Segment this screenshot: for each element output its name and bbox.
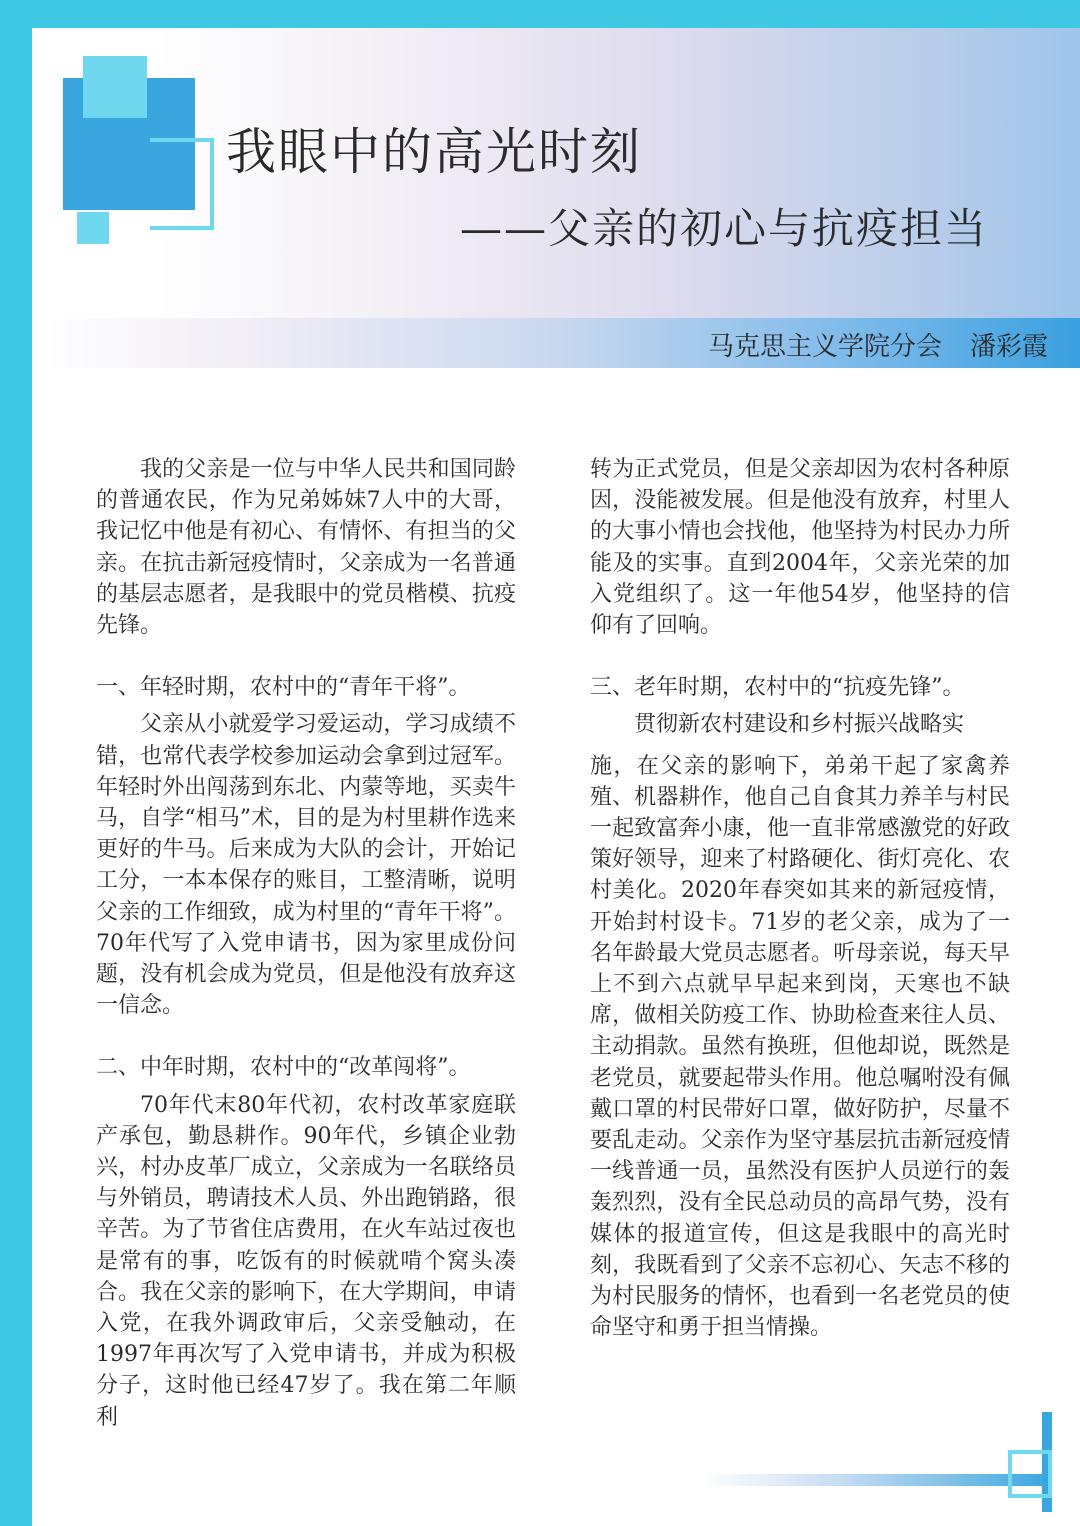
author-line	[708, 326, 1048, 363]
decorative-square-outline	[150, 138, 214, 230]
continued-paragraph: 转为正式党员，但是父亲却因为农村各种原因，没能被发展。但是他没有放弃，村里人的大事小情也会找他，他坚持为村民办力所能及的实事。直到2004年，父亲光荣的加入党组织了。这一年他54岁，他坚持的信仰有了回响。	[590, 457, 1010, 639]
top-accent-bar	[0, 0, 1080, 28]
section-2-heading: 二、中年时期，农村中的“改革闯将”。	[96, 1055, 471, 1081]
corner-gradient-band	[700, 1474, 1052, 1486]
left-column	[96, 454, 516, 1433]
author-organization: 马克思主义学院分会	[707, 332, 942, 362]
section-1-heading: 一、年轻时期，农村中的“青年干将”。	[96, 675, 471, 701]
intro-paragraph: 我的父亲是一位与中华人民共和国同龄的普通农民，作为兄弟姊妹7人中的大哥，我记忆中他是有初心、有情怀、有担当的父亲。在抗击新冠疫情时，父亲成为一名普通的基层志愿者，是我眼中的党员楷模、抗疫先锋。	[96, 457, 516, 639]
article-subtitle: ——父亲的初心与抗疫担当	[460, 204, 989, 253]
decorative-square-small	[77, 212, 109, 244]
section-2-body: 70年代末80年代初，农村改革家庭联产承包，勤恳耕作。90年代，乡镇企业勃兴，村办皮革厂成立，父亲成为一名联络员与外销员，聘请技术人员、外出跑销路，很辛苦。为了节省住店费用，在火车站过夜也是常有的事，吃饭有的时候就啃个窝头凑合。我在父亲的影响下，在大学期间，申请入党，在我外调政审后，父亲受触动，在1997年再次写了入党申请书，并成为积极分子，这时他已经47岁了。我在第二年顺利	[96, 1092, 516, 1430]
section-1-body: 父亲从小就爱学习爱运动，学习成绩不错，也常代表学校参加运动会拿到过冠军。年轻时外出闯荡到东北、内蒙等地，买卖牛马，自学“相马”术，目的是为村里耕作选来更好的牛马。后来成为大队的会计，开始记工分，一本本保存的账目，工整清晰，说明父亲的工作细致，成为村里的“青年干将”。70年代写了入党申请书，因为家里成份问题，没有机会成为党员，但是他没有放弃这一信念。	[96, 712, 516, 1019]
section-3-body: 施，在父亲的影响下，弟弟干起了家禽养殖、机器耕作，他自己自食其力养羊与村民一起致富奔小康，他一直非常感激党的好政策好领导，迎来了村路硬化、街灯亮化、农村美化。2020年春突如其来的新冠疫情，开始封村设卡。71岁的老父亲，成为了一名年龄最大党员志愿者。听母亲说，每天早上不到六点就早早起来到岗，天寒也不缺席，做相关防疫工作、协助检查来往人员、主动捐款。虽然有换班，但他却说，既然是老党员，就要起带头作用。他总嘱咐没有佩戴口罩的村民带好口罩，做好防护，尽量不要乱走动。父亲作为坚守基层抗击新冠疫情一线普通一员，虽然没有医护人员逆行的轰轰烈烈，没有全民总动员的高昂气势，没有媒体的报道宣传，但这是我眼中的高光时刻，我既看到了父亲不忘初心、矢志不移的为村民服务的情怀，也看到一名老党员的使命坚守和勇于担当情操。	[590, 753, 1010, 1341]
right-column	[590, 454, 1010, 1343]
left-accent-bar	[0, 0, 32, 1526]
section-3-lead: 贯彻新农村建设和乡村振兴战略实	[634, 712, 965, 738]
author-name: 潘彩霞	[969, 332, 1048, 362]
corner-square-outline	[1008, 1450, 1052, 1498]
decorative-square-light	[83, 56, 147, 118]
section-3-heading: 三、老年时期，农村中的“抗疫先锋”。	[590, 675, 965, 701]
article-title: 我眼中的高光时刻	[226, 123, 642, 181]
